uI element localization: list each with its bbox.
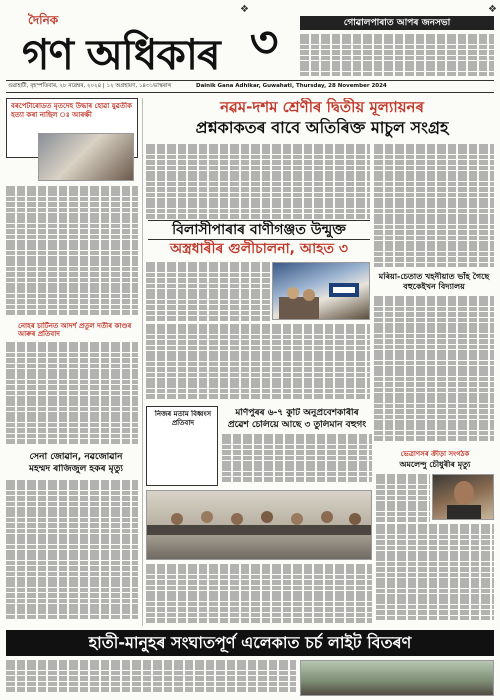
bilasipara-headline-1: বিলাসীপাৰাৰ বাণীগঞ্জত উন্মুক্ত	[148, 220, 370, 240]
bilasipara-headline-2: অস্ত্ৰধাৰীৰ গুলীচালনা, আহত ৩	[170, 241, 348, 257]
masthead-title: গণ অধিকাৰ	[22, 30, 220, 79]
right-column-header: গোৱালপাৰাত আপৰ জনসভা	[300, 16, 494, 30]
right-column-text	[300, 34, 494, 80]
meeting-photo	[146, 490, 372, 560]
meeting-photo-illustration	[147, 491, 372, 560]
ornament-icon: ❖	[488, 4, 497, 15]
banner-story-text	[6, 660, 296, 696]
main-headline-2: প্ৰশ্নকাকতৰ বাবে অতিৰিক্ত মাচুল সংগ্ৰহ	[195, 118, 449, 137]
column-rule	[142, 98, 143, 626]
small-story-box	[146, 406, 218, 486]
dateline-mid: Dainik Gana Adhikar, Guwahati, Thursday, 28 November 2024	[196, 83, 387, 89]
bilasipara-story-text	[146, 262, 270, 322]
bilasipara-story-text-2	[146, 324, 370, 400]
dateline	[6, 80, 494, 93]
bank-photo-illustration	[273, 263, 370, 320]
army-headline-2: মহম্মদ ৰাজিজুল হকৰ মৃত্যু	[28, 464, 124, 474]
sports-story-text-2	[376, 524, 494, 626]
ornament-icon: ❖	[240, 4, 249, 15]
masthead	[6, 8, 296, 79]
army-story-text	[6, 480, 138, 626]
army-headline-1: সেনা জোৱান, নৱজোৱান	[29, 452, 123, 462]
manipur-story-text	[222, 434, 372, 484]
dateline-left: গুৱাহাটী, বৃহস্পতিবাৰ, ২৮ নৱেম্বৰ, ২০২৪ | ১২ অগ্ৰহায়ণ, ১৪৩১ভাস্কৰাব্দ	[8, 83, 172, 89]
bank-photo	[272, 262, 370, 320]
manipur-headline-2: প্ৰৱেশ চেলিয়ে আছে ৩ তুলিমান বহুগং	[227, 420, 367, 430]
sports-headline-1: ভেত্ৰাণসৰ ক্ৰীড়া সংগঠক	[400, 450, 470, 458]
small-box-headline: নিজৰ মতাম বিধ্বংস প্ৰতিবাদ	[154, 410, 212, 427]
bottom-banner-headline: হাতী-মানুহৰ সংঘাতপূৰ্ণ এলেকাত চৰ্চ লাইট বিতৰণ	[6, 630, 494, 656]
manipur-headline-1: মণিপুৰৰ ৬-৭ কুটি অনুপ্ৰবেশকাৰীৰ	[235, 408, 359, 418]
moriya-story-text	[374, 296, 494, 446]
portrait-illustration	[433, 475, 494, 520]
top-left-headline: বৰপেটাৰোডত মৃতদেহ উদ্ধাৰ হোৱা যুৱতীক হত্যা কৰা নাছিল ঃ আৰক্ষী	[11, 102, 133, 119]
page-number: ৩	[249, 17, 279, 68]
main-story-text-right	[374, 144, 494, 272]
top-left-photo	[38, 133, 134, 181]
sports-headline-2: অমলেন্দু চৌধুৰীৰ মৃত্যু	[399, 460, 471, 469]
masthead-daily: দৈনিক	[28, 13, 59, 27]
main-story-text	[146, 144, 370, 220]
mid-left-headline: নোহৰ চাৰ্টিনত আদৰ্শ প্ৰতুল দৰ্তীৰ কাণ্ডৰ আৰুৰ প্ৰতিবাদ	[18, 322, 132, 338]
mid-left-story-text	[6, 342, 138, 446]
banner-photo	[300, 660, 494, 696]
lower-mid-story-text	[146, 564, 372, 626]
sports-story-text	[376, 474, 430, 522]
moriya-headline: মৰিয়া-চেতাত খহনীয়াত ভাঁহ গৈছে বহুকেইখন বিদ্যালয়	[378, 272, 490, 291]
portrait-photo	[432, 474, 494, 520]
main-headline-1: নৱম-দশম শ্ৰেণীৰ দ্বিতীয় মূল্যায়নৰ	[220, 98, 424, 116]
top-left-story-text	[6, 186, 138, 316]
